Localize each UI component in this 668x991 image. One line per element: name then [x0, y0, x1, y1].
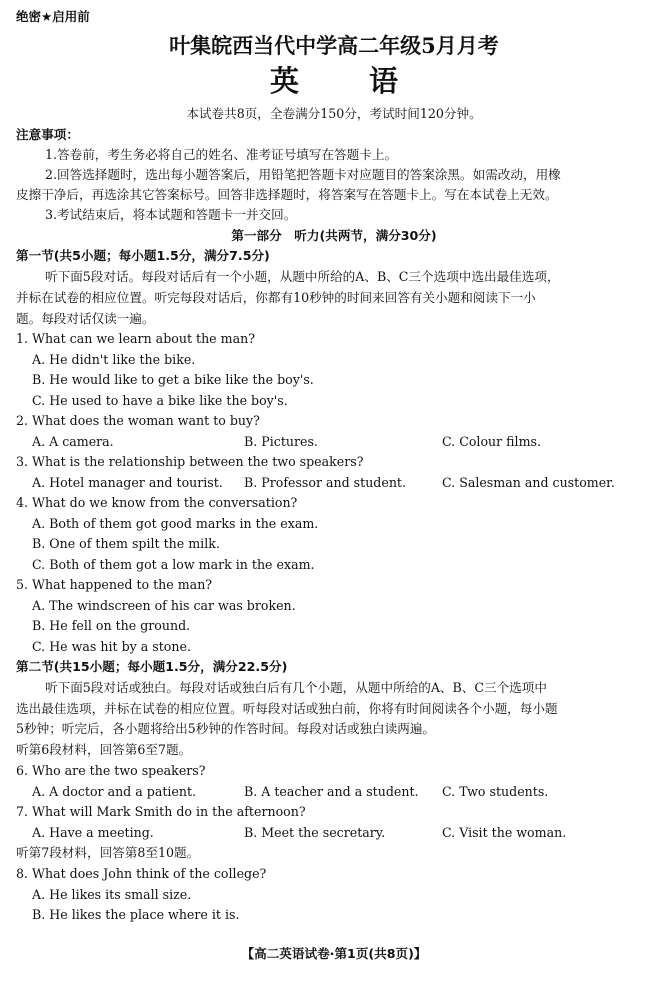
exam-info: 本试卷共8页，全卷满分150分，考试时间120分钟。 — [186, 106, 482, 121]
question-3: 3. What is the relationship between the two speakers? — [16, 454, 364, 469]
note-1: 1.答卷前，考生务必将自己的姓名、准考证号填写在答题卡上。 — [45, 147, 398, 162]
exam-title: 叶集皖西当代中学高二年级5月月考 — [169, 33, 499, 58]
question-2-option-a: A. A camera. — [32, 434, 114, 449]
section-1-intro-3: 题。每段对话仅读一遍。 — [16, 311, 155, 326]
question-3-option-b: B. Professor and student. — [244, 475, 406, 490]
section-2-heading: 第二节(共15小题；每小题1.5分，满分22.5分) — [16, 659, 288, 674]
question-2-option-c: C. Colour films. — [442, 434, 541, 449]
question-7-option-c: C. Visit the woman. — [442, 825, 567, 840]
question-3-option-c: C. Salesman and customer. — [442, 475, 615, 490]
question-5: 5. What happened to the man? — [16, 577, 213, 592]
page-footer: 【高二英语试卷·第1页(共8页)】 — [241, 946, 427, 961]
question-8-option-a: A. He likes its small size. — [32, 887, 192, 902]
section-2-intro-1: 听下面5段对话或独白。每段对话或独白后有几个小题，从题中所给的A、B、C三个选项中 — [45, 680, 547, 695]
question-5-option-b: B. He fell on the ground. — [32, 618, 191, 633]
question-6-option-a: A. A doctor and a patient. — [32, 784, 197, 799]
question-8: 8. What does John think of the college? — [16, 866, 267, 881]
notes-heading: 注意事项： — [16, 127, 79, 142]
question-3-option-a: A. Hotel manager and tourist. — [32, 475, 223, 490]
section-2-intro-2: 选出最佳选项，并标在试卷的相应位置。听每段对话或独白前，你将有时间阅读各个小题，每小题 — [16, 701, 558, 716]
question-2: 2. What does the woman want to buy? — [16, 413, 260, 428]
section-2-intro-3: 5秒钟；听完后，各小题将给出5秒钟的作答时间。每段对话或独白读两遍。 — [16, 721, 436, 736]
note-3: 3.考试结束后，将本试题和答题卡一并交回。 — [45, 207, 297, 222]
subject-title: 英 语 — [269, 64, 429, 98]
section-1-intro-2: 并标在试卷的相应位置。听完每段对话后，你都有10秒钟的时间来回答有关小题和阅读下一小 — [16, 290, 536, 305]
question-6: 6. Who are the two speakers? — [16, 763, 206, 778]
question-7-option-a: A. Have a meeting. — [32, 825, 154, 840]
question-1-option-b: B. He would like to get a bike like the boy's. — [32, 372, 314, 387]
question-5-option-c: C. He was hit by a stone. — [32, 639, 191, 654]
question-7-option-b: B. Meet the secretary. — [244, 825, 386, 840]
material-7-instruction: 听第7段材料，回答第8至10题。 — [16, 845, 200, 860]
part-1-title: 第一部分 听力(共两节，满分30分) — [231, 228, 437, 243]
question-4-option-a: A. Both of them got good marks in the exam. — [32, 516, 319, 531]
question-4-option-c: C. Both of them got a low mark in the exam. — [32, 557, 315, 572]
section-1-intro-1: 听下面5段对话。每段对话后有一个小题，从题中所给的A、B、C三个选项中选出最佳选项， — [45, 269, 560, 284]
question-1: 1. What can we learn about the man? — [16, 331, 255, 346]
question-1-option-c: C. He used to have a bike like the boy's. — [32, 393, 288, 408]
confidential-label: 绝密★启用前 — [16, 9, 90, 24]
question-1-option-a: A. He didn't like the bike. — [32, 352, 196, 367]
note-2-line-1: 2.回答选择题时，选出每小题答案后，用铅笔把答题卡对应题目的答案涂黑。如需改动，用橡 — [45, 167, 561, 182]
question-7: 7. What will Mark Smith do in the afternoon? — [16, 804, 306, 819]
question-6-option-c: C. Two students. — [442, 784, 549, 799]
question-4: 4. What do we know from the conversation? — [16, 495, 298, 510]
question-6-option-b: B. A teacher and a student. — [244, 784, 419, 799]
note-2-line-2: 皮擦干净后，再选涂其它答案标号。回答非选择题时，将答案写在答题卡上。写在本试卷上无效。 — [16, 187, 558, 202]
section-1-heading: 第一节(共5小题；每小题1.5分，满分7.5分) — [16, 248, 270, 263]
question-8-option-b: B. He likes the place where it is. — [32, 907, 240, 922]
question-4-option-b: B. One of them spilt the milk. — [32, 536, 220, 551]
material-6-instruction: 听第6段材料，回答第6至7题。 — [16, 742, 192, 757]
question-2-option-b: B. Pictures. — [244, 434, 318, 449]
question-5-option-a: A. The windscreen of his car was broken. — [32, 598, 296, 613]
